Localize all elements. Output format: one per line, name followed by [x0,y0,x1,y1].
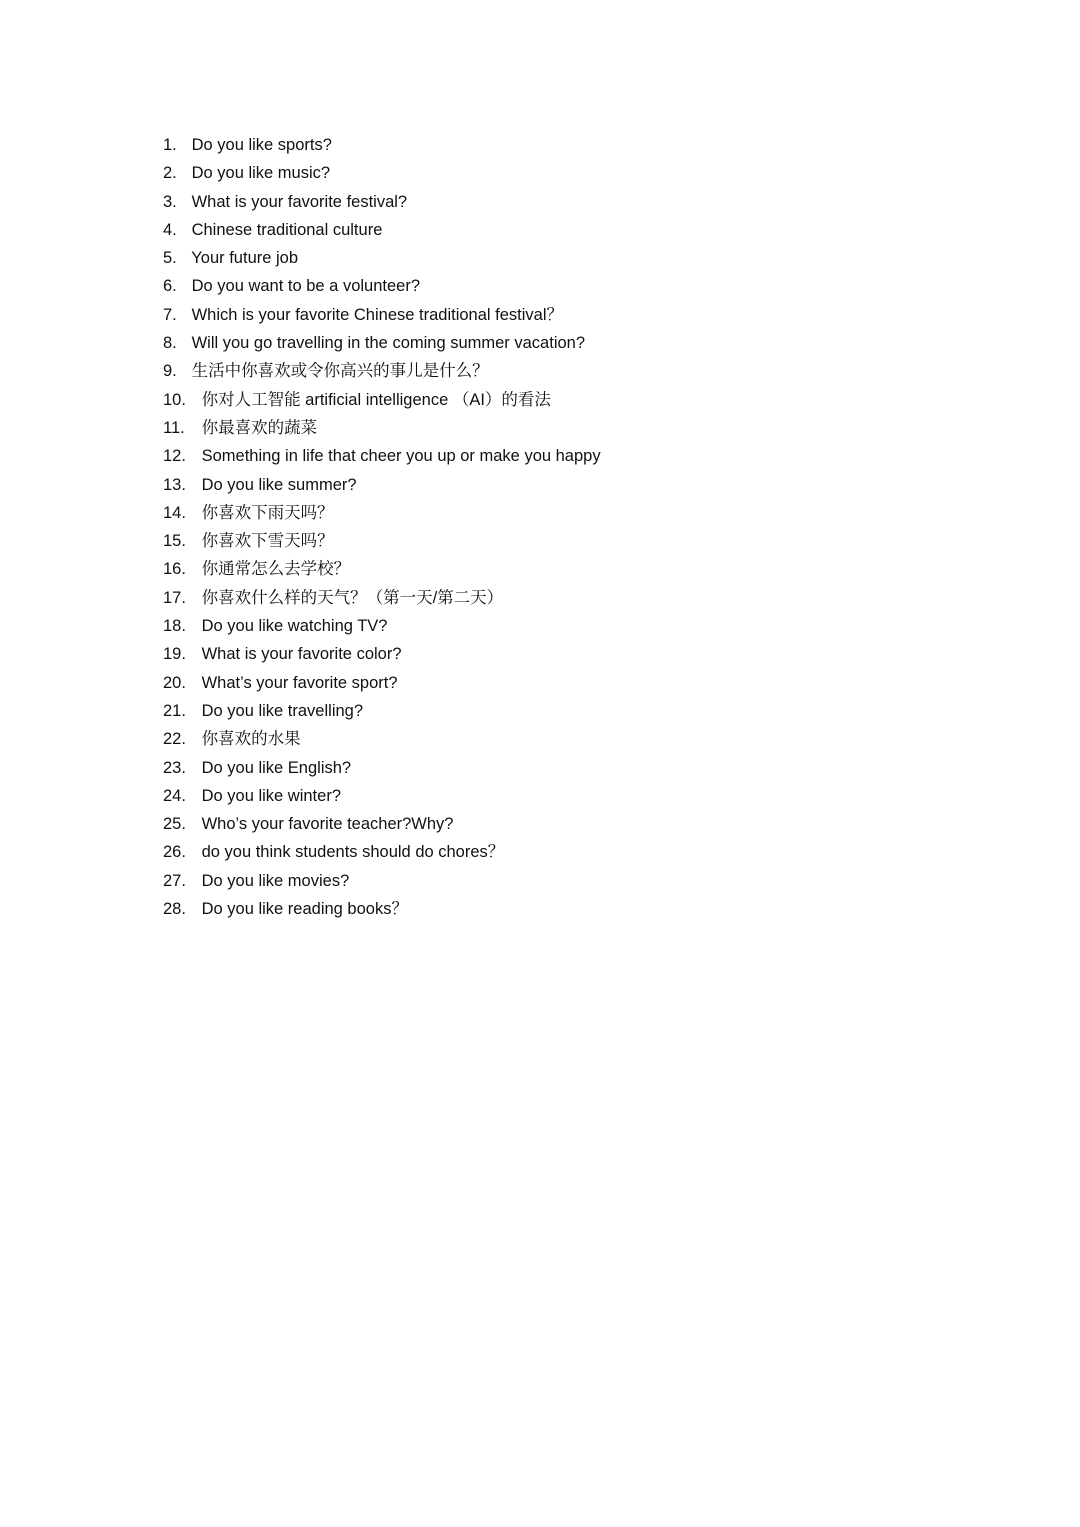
list-item [163,188,601,216]
question-number: 18. [163,617,186,636]
list-item [163,216,601,244]
question-list [163,131,601,923]
question-text: Do you like movies? [201,871,350,890]
list-item [163,810,601,838]
list-item [163,301,601,329]
question-text: Do you like travelling? [201,701,364,720]
question-number: 12. [163,447,186,466]
question-text: Do you like sports? [191,136,332,154]
question-number: 16. [163,560,186,579]
list-item [163,782,601,810]
question-text: Chinese traditional culture [191,220,383,239]
list-item [163,555,601,583]
question-number: 13. [163,475,186,494]
question-text: Do you like winter? [201,786,341,805]
list-item [163,867,601,895]
question-number: 28. [163,900,186,919]
list-item [163,725,601,753]
question-number: 26. [163,843,186,862]
question-number: 2. [163,164,177,183]
list-item [163,357,601,385]
list-item [163,697,601,725]
question-number: 6. [163,277,177,296]
list-item [163,612,601,640]
question-text: Do you like music? [191,164,331,183]
question-text: What is your favorite festival? [191,192,408,211]
list-item [163,159,601,187]
question-number: 20. [163,673,186,692]
question-text: Something in life that cheer you up or make you happy [201,447,601,466]
question-number: 17. [163,588,186,607]
question-number: 8. [163,334,177,353]
list-item [163,527,601,555]
question-number: 4. [163,220,177,239]
question-number: 9. [163,362,177,381]
question-text: 你喜欢下雨天吗？ [201,503,334,522]
question-number: 11. [163,418,185,437]
question-text: 你喜欢下雪天吗？ [201,532,334,551]
question-text: do you think students should do chores？ [201,843,505,862]
question-text: 你最喜欢的蔬菜 [201,418,318,437]
question-text: 你喜欢什么样的天气？（第一天/第二天） [201,588,504,607]
list-item [163,329,601,357]
list-item [163,131,601,159]
question-number: 27. [163,871,186,890]
question-number: 5. [163,249,177,268]
list-item [163,754,601,782]
list-item [163,584,601,612]
question-text: Do you want to be a volunteer? [191,277,420,296]
list-item [163,272,601,300]
list-item [163,669,601,697]
list-item [163,640,601,668]
question-text: Which is your favorite Chinese traditional festival？ [191,305,563,324]
question-number: 15. [163,532,186,551]
question-text: Do you like watching TV? [201,617,388,636]
question-text: Do you like English? [201,758,352,777]
question-number: 3. [163,192,177,211]
list-item [163,244,601,272]
question-text: What’s your favorite sport? [201,673,398,692]
question-text: 你对人工智能 artificial intelligence （AI）的看法 [201,390,551,409]
question-number: 7. [163,305,177,324]
question-text: Do you like summer? [201,475,357,494]
list-item [163,471,601,499]
question-text: Your future job [191,249,299,268]
question-text: What is your favorite color? [201,645,402,664]
question-number: 23. [163,758,186,777]
question-number: 21. [163,701,186,720]
question-text: Who’s your favorite teacher?Why? [201,815,454,834]
list-item [163,442,601,470]
question-text: 你喜欢的水果 [201,730,301,749]
question-number: 14. [163,503,186,522]
question-number: 24. [163,786,186,805]
list-item [163,414,601,442]
question-number: 22. [163,730,186,749]
question-number: 19. [163,645,186,664]
question-text: 生活中你喜欢或令你高兴的事儿是什么？ [191,362,489,381]
question-text: Will you go travelling in the coming summer vacation? [191,334,586,353]
list-item [163,838,601,866]
question-number: 1. [163,136,177,154]
list-item [163,499,601,527]
list-item [163,386,601,414]
list-item [163,895,601,923]
question-text: Do you like reading books？ [201,900,408,919]
question-text: 你通常怎么去学校？ [201,560,351,579]
question-number: 10. [163,390,186,409]
question-number: 25. [163,815,186,834]
